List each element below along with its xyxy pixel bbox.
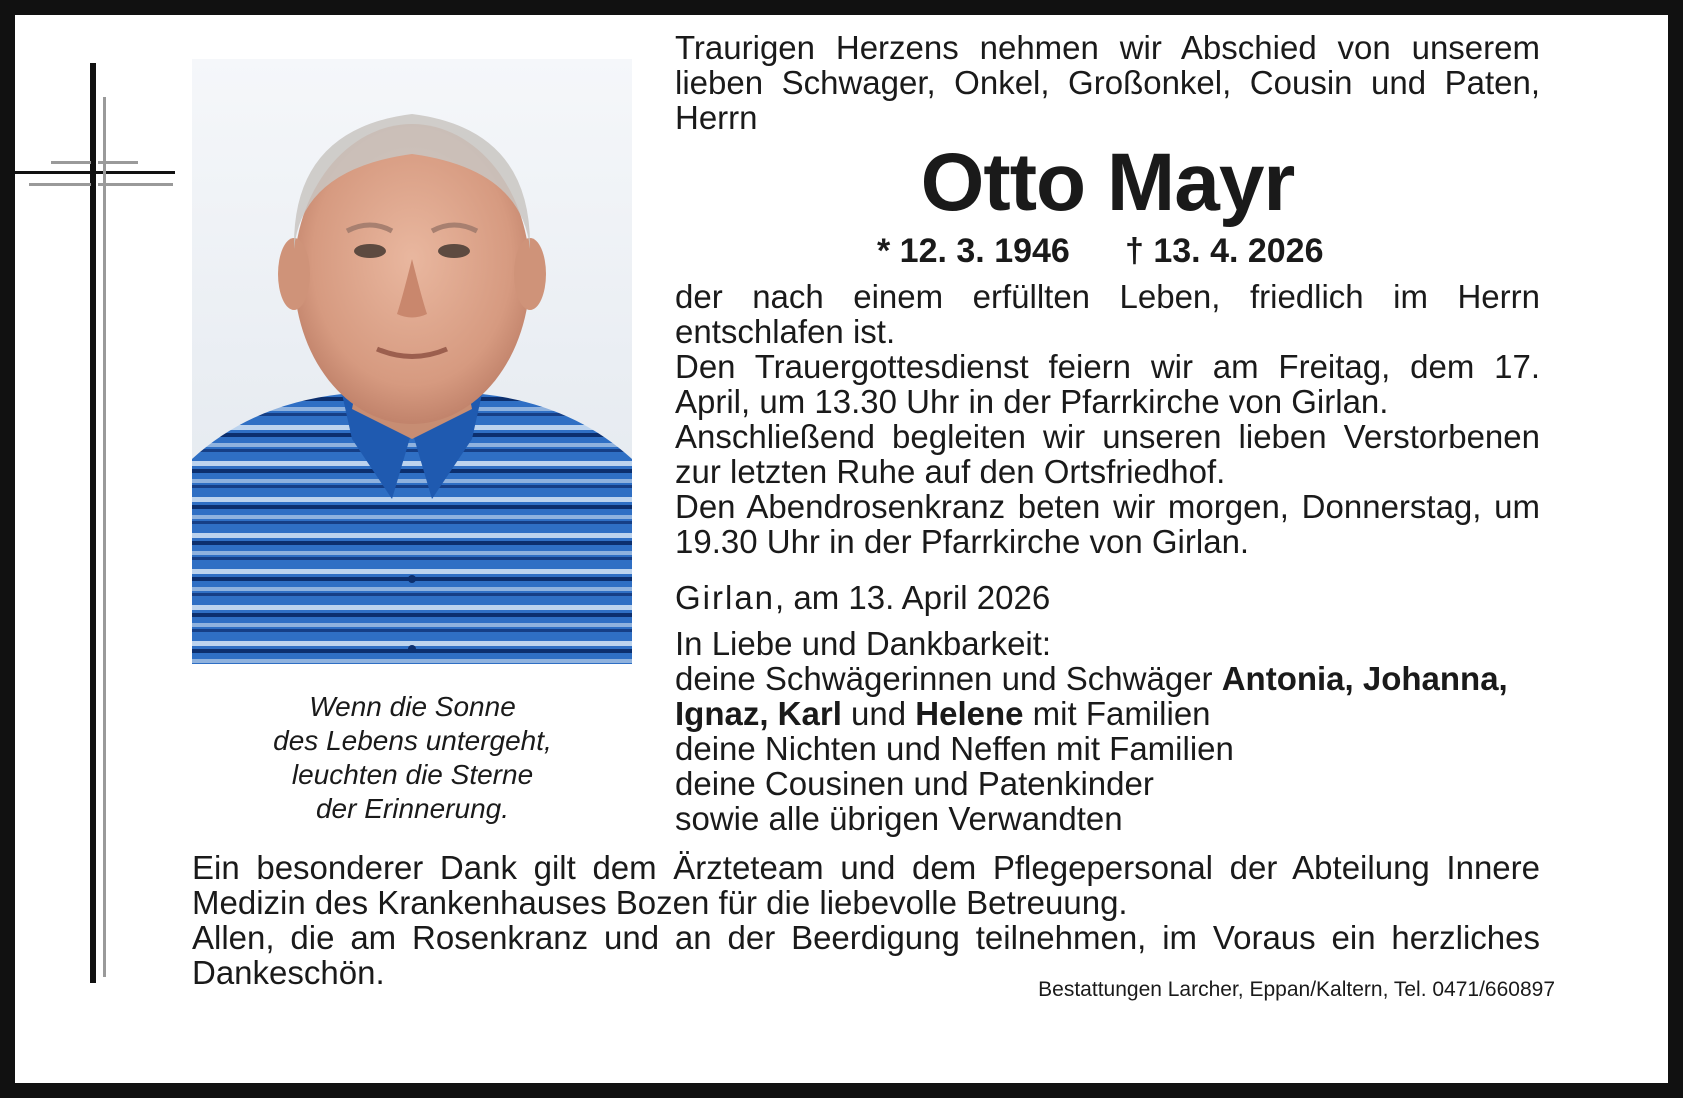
quote-line: des Lebens untergeht, <box>273 725 552 756</box>
intro-text: Traurigen Herzens nehmen wir Abschied von unserem lieben Schwager, Onkel, Großonkel, Cousin und Paten, Herrn <box>675 29 1540 136</box>
mourners-list <box>675 626 1540 836</box>
place-name: Girlan <box>675 579 776 616</box>
thanks-paragraph: Allen, die am Rosenkranz und an der Beerdigung teilnehmen, im Voraus ein herzliches Dankeschön. <box>192 919 1540 991</box>
mourners-siblings <box>675 661 1540 731</box>
place-date-line <box>675 579 1050 617</box>
funeral-home-footer: Bestattungen Larcher, Eppan/Kaltern, Tel. 0471/660897 <box>1038 978 1555 1001</box>
quote-line: Wenn die Sonne <box>309 691 516 722</box>
deceased-name: Otto Mayr <box>920 137 1295 228</box>
body-paragraph: Den Abendrosenkranz beten wir morgen, Donnerstag, um 19.30 Uhr in der Pfarrkirche von Girlan. <box>675 488 1540 560</box>
mourners-heading: In Liebe und Dankbarkeit: <box>675 625 1052 662</box>
announcement-body <box>675 279 1540 559</box>
with-families: mit Familien <box>1032 695 1211 732</box>
body-paragraph: der nach einem erfüllten Leben, friedlich im Herrn entschlafen ist. <box>675 278 1540 350</box>
birth-date: * 12. 3. 1946 <box>877 232 1070 270</box>
siblings-prefix: deine Schwägerinnen und Schwäger <box>675 660 1213 697</box>
death-date: † 13. 4. 2026 <box>1125 232 1324 270</box>
obituary-notice <box>15 15 1668 1083</box>
thanks-section <box>192 850 1540 990</box>
body-paragraph: Den Trauergottesdienst feiern wir am Freitag, dem 17. April, um 13.30 Uhr in der Pfarrkirche von Girlan. <box>675 348 1540 420</box>
thanks-paragraph: Ein besonderer Dank gilt dem Ärzteteam und dem Pflegepersonal der Abteilung Innere Medizin des Krankenhauses Bozen für die liebevolle Betreuung. <box>192 849 1540 921</box>
sibling-names: Antonia, Johanna, Ignaz, Karl <box>675 660 1508 732</box>
quote-line: der Erinnerung. <box>315 793 509 824</box>
mourners-line: deine Nichten und Neffen mit Familien <box>675 730 1234 767</box>
cross-icon <box>15 15 215 1083</box>
mourners-line: deine Cousinen und Patenkinder <box>675 765 1154 802</box>
mourners-line: sowie alle übrigen Verwandten <box>675 800 1123 837</box>
portrait-photo <box>192 59 632 664</box>
memorial-quote <box>220 690 605 826</box>
last-sibling-name: Helene <box>915 695 1024 732</box>
and-word: und <box>851 695 907 732</box>
quote-line: leuchten die Sterne <box>291 759 534 790</box>
body-paragraph: Anschließend begleiten wir unseren lieben Verstorbenen zur letzten Ruhe auf den Ortsfriedhof. <box>675 418 1540 490</box>
place-date: , am 13. April 2026 <box>775 579 1051 616</box>
